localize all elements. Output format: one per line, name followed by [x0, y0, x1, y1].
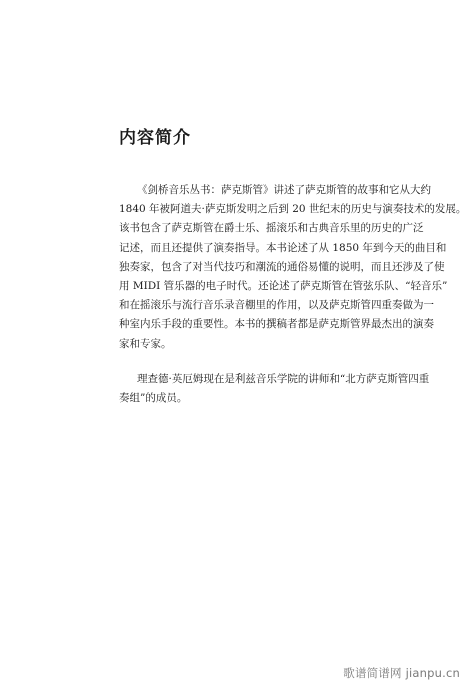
site-watermark: 歌谱简谱网 jianpu.cn: [343, 666, 460, 680]
paragraph-author: [119, 370, 431, 408]
text-line: 理查德·英厄姆现在是利兹音乐学院的讲师和“北方萨克斯管四重: [137, 372, 430, 385]
body-text: [119, 181, 467, 408]
paragraph-summary: [119, 181, 467, 354]
text-line: 独奏家，包含了对当代技巧和潮流的通俗易懂的说明，而且还涉及了使: [119, 260, 445, 273]
text-line: 该书包含了萨克斯管在爵士乐、摇滚乐和古典音乐里的历史的广泛: [119, 222, 424, 235]
text-line: 种室内乐手段的重要性。本书的撰稿者都是萨克斯管界最杰出的演奏: [119, 318, 434, 331]
text-line: 《剑桥音乐丛书：萨克斯管》讲述了萨克斯管的故事和它从大约: [137, 184, 431, 196]
text-line: 和在摇滚乐与流行音乐录音棚里的作用，以及萨克斯管四重奏做为一: [119, 299, 434, 312]
text-line: 家和专家。: [119, 337, 172, 350]
text-line: 1840 年被阿道夫·萨克斯发明之后到 20 世纪末的历史与演奏技术的发展。: [119, 203, 467, 216]
text-line: 奏组”的成员。: [119, 392, 188, 405]
text-line: 记述，而且还提供了演奏指导。本书论述了从 1850 年到今天的曲目和: [119, 241, 447, 254]
text-line: 用 MIDI 管乐器的电子时代。还论述了萨克斯管在管弦乐队、“轻音乐”: [119, 280, 448, 293]
page-title: 内容简介: [119, 128, 191, 148]
